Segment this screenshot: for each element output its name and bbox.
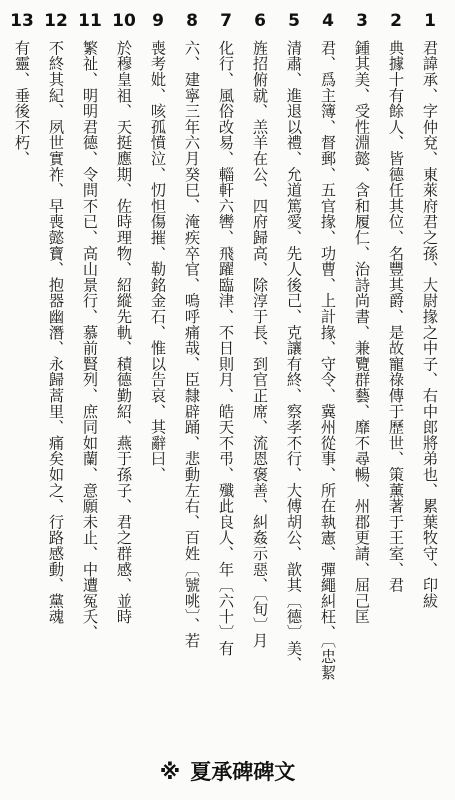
column-number: 12	[44, 11, 68, 31]
column-text: 旌招俯就、羔羊在公、四府歸高、除淳于長、到官正席、流恩褒善、糾姦示惡、〔旬〕月	[251, 40, 269, 649]
text-column-11	[73, 8, 107, 746]
text-column-8	[175, 8, 209, 746]
column-number: 13	[10, 11, 34, 31]
text-column-3	[345, 8, 379, 746]
column-text: 於穆皇祖、天挺應期、佐時理物、紹縱先軌、積德勤紹、燕于孫子、君之群感、並時	[115, 40, 133, 625]
text-column-6	[243, 8, 277, 746]
column-text: 清肅、進退以禮、允道篤愛、先人後己、克讓有終、察孝不行、大傅胡公、歆其〔德〕美、	[285, 40, 303, 672]
text-columns	[5, 8, 447, 746]
column-number: 6	[254, 11, 266, 31]
column-text: 不終其紀、夙世實祚、早喪懿寶、抱器幽潛、永歸蒿里、痛矣如之、行路感動、黨魂	[47, 40, 65, 625]
column-number: 8	[186, 11, 198, 31]
column-number: 2	[390, 11, 402, 31]
column-text: 喪考妣、咳孤憤泣、忉怛傷摧、勒銘金石、惟以告哀、其辭曰、	[149, 40, 167, 483]
text-column-4	[311, 8, 345, 746]
text-column-5	[277, 8, 311, 746]
column-text: 典據十有餘人、皆德任其位、名豐其爵、是故寵祿傳于歷世、策薰著于王室、君	[387, 40, 405, 593]
column-number: 3	[356, 11, 368, 31]
column-number: 4	[322, 11, 334, 31]
text-column-2	[379, 8, 413, 746]
column-text: 繁祉、明明君德、令問不已、高山景行、慕前賢列、庶同如蘭、意願未止、中遭冤夭、	[81, 40, 99, 641]
text-column-10	[107, 8, 141, 746]
caption-title: 夏承碑碑文	[190, 760, 296, 784]
column-number: 1	[424, 11, 436, 31]
text-column-9	[141, 8, 175, 746]
column-text: 有靈、垂後不朽、	[13, 40, 31, 167]
column-text: 君諱承、字仲兗、東萊府君之孫、大尉掾之中子、右中郎將弟也、累葉牧守、印紱	[421, 40, 439, 609]
column-text: 六、建寧三年六月癸巳、淹疾卒官、嗚呼痛哉、臣隸辟踊、悲動左右、百姓〔號咷〕、若	[183, 40, 201, 649]
text-column-1	[413, 8, 447, 746]
column-number: 5	[288, 11, 300, 31]
text-column-7	[209, 8, 243, 746]
column-number: 7	[220, 11, 232, 31]
text-column-13	[5, 8, 39, 746]
column-text: 化行、風俗改易、輜軒六轡、飛躍臨津、不日則月、皓天不弔、殲此良人、年〔六十〕有	[217, 40, 235, 657]
column-text: 鍾其美、受性淵懿、含和履仁、治詩尚書、兼覽群藝、靡不尋暢、州郡更請、屈己匡	[353, 40, 371, 625]
column-number: 10	[112, 11, 136, 31]
column-number: 9	[152, 11, 164, 31]
column-number: 11	[78, 11, 102, 31]
figure-caption	[0, 756, 455, 786]
column-text: 君、爲主簿、督郵、五官掾、功曹、上計掾、守令、冀州從事、所在執憲、彈繩糾枉、〔忠絜	[319, 40, 337, 681]
reference-mark-icon: ※	[159, 760, 181, 784]
text-column-12	[39, 8, 73, 746]
